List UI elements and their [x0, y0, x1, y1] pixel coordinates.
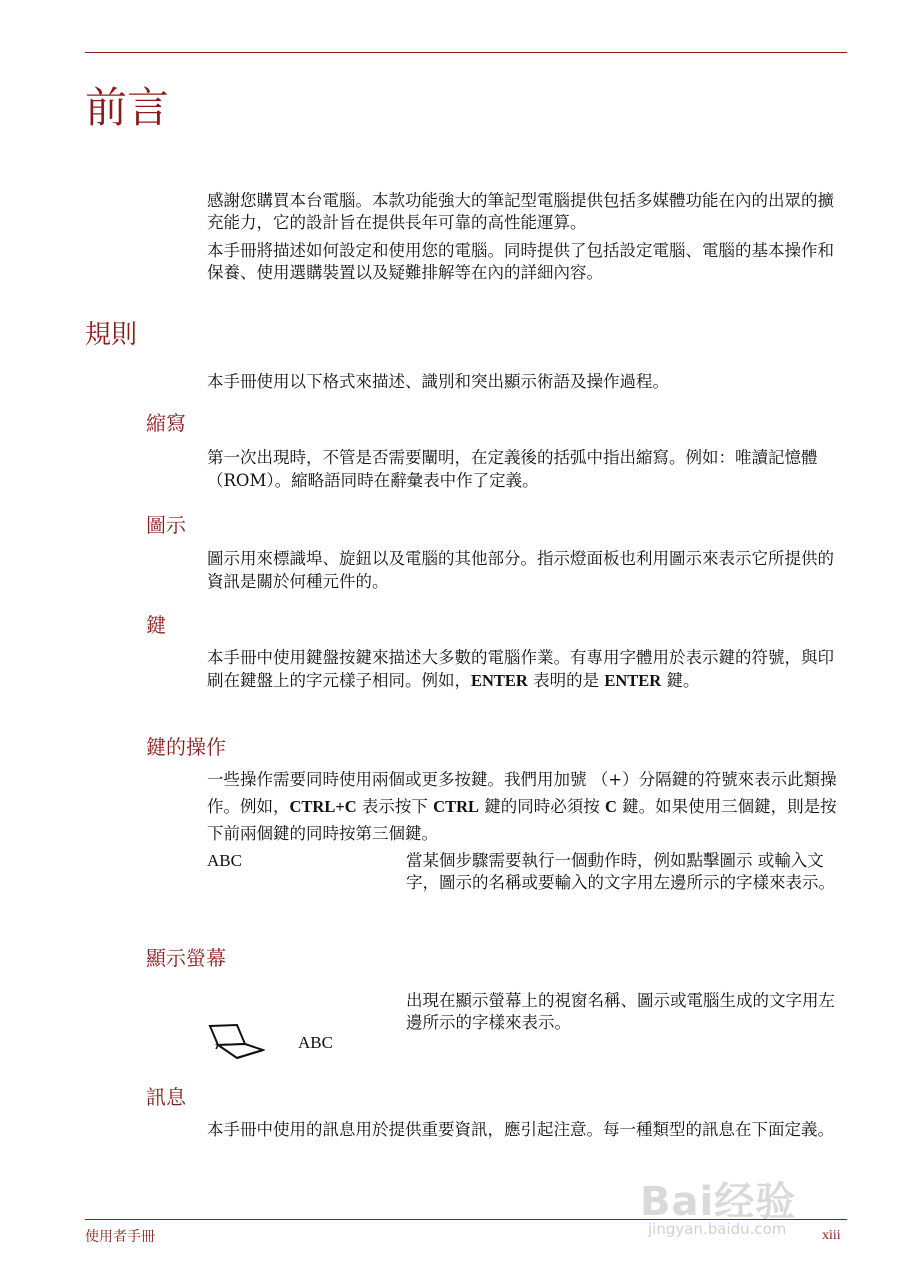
messages-heading: 訊息	[146, 1085, 186, 1109]
top-divider	[85, 52, 847, 53]
watermark-url: jingyan.baidu.com	[648, 1220, 787, 1238]
intro-paragraph-1: 感謝您購買本台電腦。本款功能強大的筆記型電腦提供包括多媒體功能在內的出眾的擴充能力，它的設計旨在提供長年可靠的高性能運算。	[207, 191, 834, 232]
footer-manual-title: 使用者手冊	[85, 1229, 155, 1245]
icons-heading: 圖示	[146, 513, 186, 537]
keys-heading: 鍵	[146, 613, 166, 637]
key-ops-text-b: 表示按下	[356, 797, 434, 816]
abbreviations-heading: 縮寫	[146, 411, 186, 435]
page-title: 前言	[85, 83, 170, 132]
key-ops-example-label: ABC	[207, 851, 242, 870]
conventions-heading: 規則	[85, 320, 138, 350]
key-ops-text-d: 鍵。如果使用三個鍵，則是按下前兩個鍵的同時按第三個鍵。	[207, 797, 837, 843]
key-ops-text-a: 一些操作需要同時使用兩個或更多按鍵。我們用加號 （+）分隔鍵的符號來表示此類操作。例如，	[207, 770, 837, 816]
watermark	[640, 1140, 850, 1240]
watermark-brand: Bai经验	[640, 1179, 797, 1225]
display-example-label: ABC	[298, 1033, 333, 1052]
keys-text-b: 表明的是	[527, 671, 605, 690]
bottom-divider	[85, 1219, 847, 1220]
key-combo-label: CTRL+C	[289, 797, 357, 816]
key-ops-heading: 鍵的操作	[146, 735, 226, 759]
keys-text-a: 本手冊中使用鍵盤按鍵來描述大多數的電腦作業。有專用字體用於表示鍵的符號，與印刷在鍵盤上的字元樣子相同。例如，	[207, 648, 834, 690]
key-enter-label-2: ENTER	[604, 671, 662, 690]
footer-page-number: xiii	[822, 1228, 841, 1243]
key-ops-text-c: 鍵的同時必須按	[479, 797, 606, 816]
display-heading: 顯示螢幕	[146, 946, 226, 970]
keys-text	[207, 646, 847, 692]
key-ops-text	[207, 766, 847, 847]
keys-text-c: 鍵。	[661, 671, 700, 690]
key-c-label: C	[605, 797, 617, 816]
key-ops-example-text: 當某個步驟需要執行一個動作時，例如點擊圖示 或輸入文字，圖示的名稱或要輸入的文字用左邊所示的字樣來表示。	[406, 851, 835, 892]
intro-paragraph-2: 本手冊將描述如何設定和使用您的電腦。同時提供了包括設定電腦、電腦的基本操作和保養、使用選購裝置以及疑難排解等在內的詳細內容。	[207, 241, 834, 282]
messages-text: 本手冊中使用的訊息用於提供重要資訊，應引起注意。每一種類型的訊息在下面定義。	[207, 1120, 834, 1139]
laptop-icon	[207, 1022, 265, 1062]
conventions-intro: 本手冊使用以下格式來描述、識別和突出顯示術語及操作過程。	[207, 372, 669, 391]
display-example-text: 出現在顯示螢幕上的視窗名稱、圖示或電腦生成的文字用左邊所示的字樣來表示。	[406, 991, 835, 1032]
key-enter-label: ENTER	[471, 671, 528, 690]
icons-text: 圖示用來標識埠、旋鈕以及電腦的其他部分。指示燈面板也利用圖示來表示它所提供的資訊是關於何種元件的。	[207, 549, 834, 591]
key-ctrl-label: CTRL	[433, 797, 480, 816]
abbreviations-text: 第一次出現時，不管是否需要闡明，在定義後的括弧中指出縮寫。例如：唯讀記憶體 （ROM）。縮略語同時在辭彙表中作了定義。	[207, 448, 818, 490]
